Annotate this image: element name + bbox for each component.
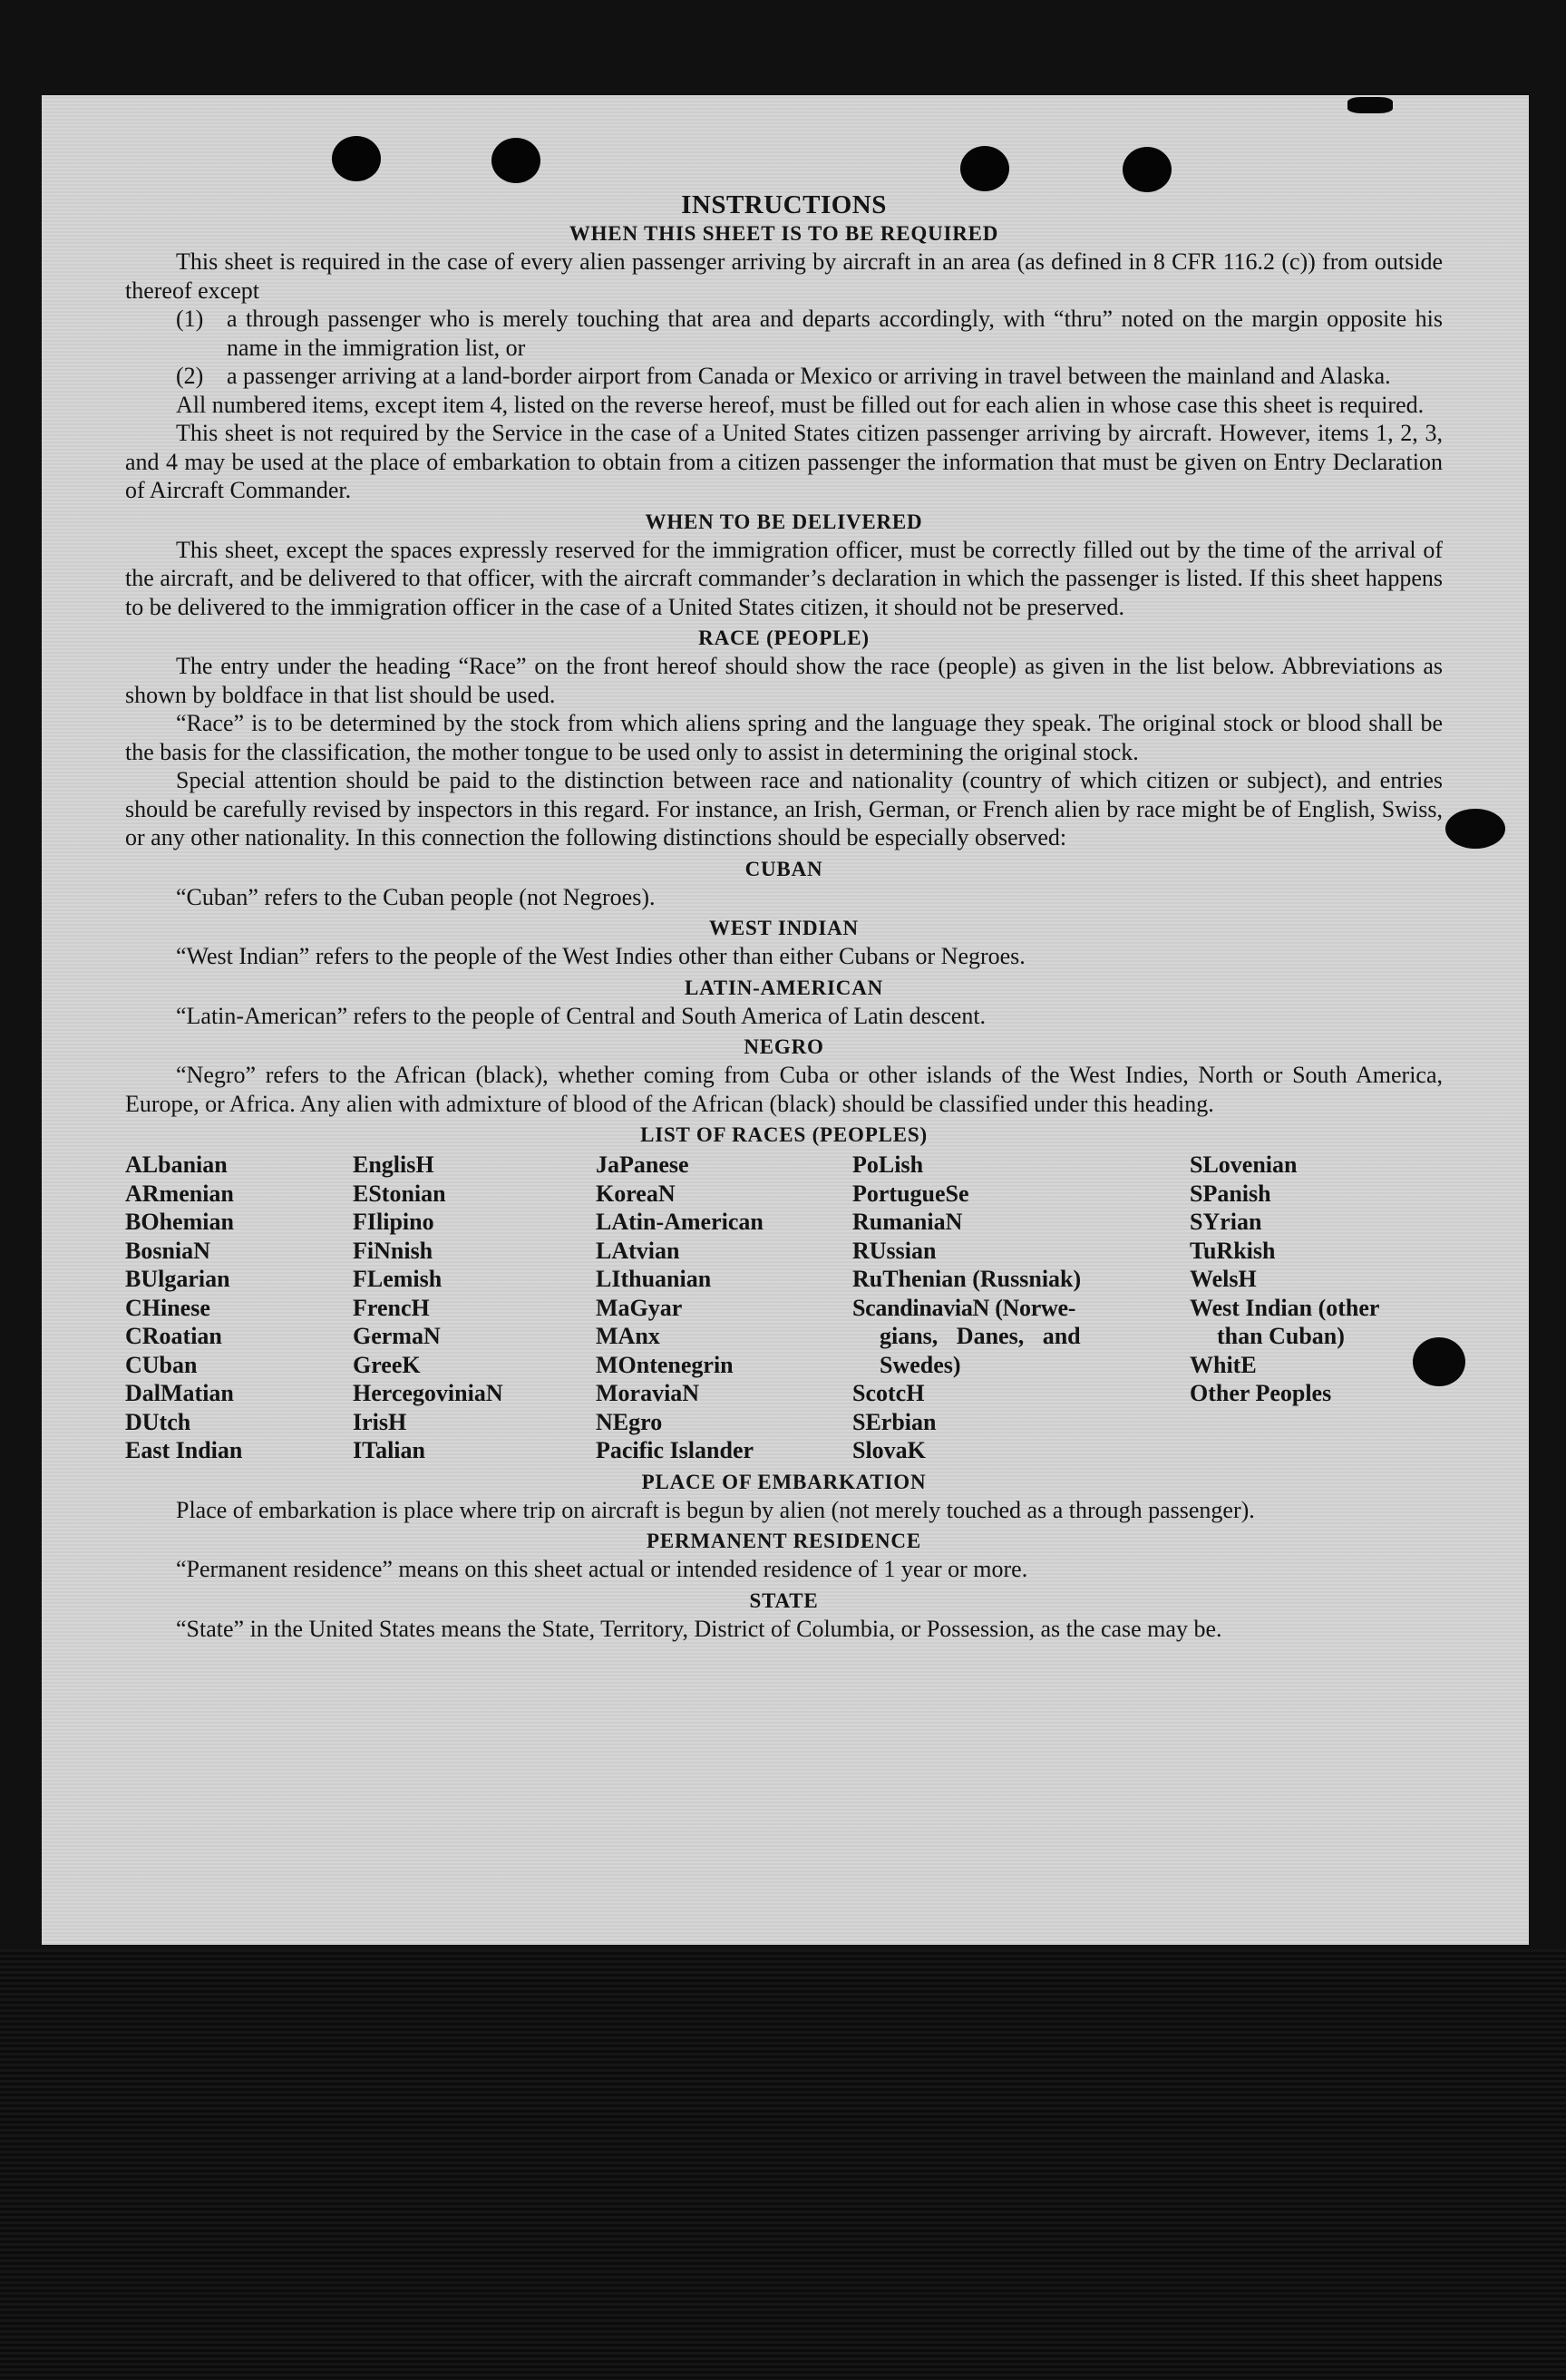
race-entry: MaGyar (596, 1294, 683, 1321)
ink-blot (1445, 809, 1505, 849)
race-entry-continued: than Cuban) (1217, 1323, 1345, 1349)
paragraph-race-nationality: Special attention should be paid to the distinction between race and nationality (country of which citizen or subject), and entries should be carefully revised by inspectors in this regard. For instance, an Irish, German, or French alien by race might be of English, Swiss, or any other nationality. In this connection the following distinctions should be especially observed: (125, 767, 1443, 850)
race-entry: ARmenian (125, 1180, 234, 1207)
race-entry: IrisH (353, 1408, 407, 1435)
paragraph-west-indian: “West Indian” refers to the people of the West Indies other than either Cubans or Negroes. (176, 943, 1026, 969)
race-entry: BosniaN (125, 1237, 210, 1264)
race-column-2 (353, 1151, 596, 1465)
race-entry: CRoatian (125, 1323, 222, 1349)
instruction-sheet (42, 95, 1529, 1945)
item-text: a through passenger who is merely touching that area and departs accordingly, with “thru” noted on the margin opposite his name in the immigration list, or (227, 306, 1443, 361)
race-entry: Pacific Islander (596, 1437, 754, 1463)
race-entry-continued: Swedes) (880, 1351, 961, 1378)
race-entry: LAtin-American (596, 1209, 764, 1235)
punch-hole (960, 146, 1009, 191)
race-entry: TuRkish (1190, 1237, 1276, 1264)
section-heading-race: RACE (PEOPLE) (698, 627, 870, 649)
race-column-5 (1190, 1151, 1443, 1465)
paragraph-required-intro: This sheet is required in the case of every alien passenger arriving by aircraft in an area (as defined in 8 CFR 116.2 (c)) from outside thereof except (125, 248, 1443, 304)
paragraph-cuban: “Cuban” refers to the Cuban people (not Negroes). (176, 883, 656, 910)
race-entry: ITalian (353, 1437, 425, 1463)
race-entry: CUban (125, 1351, 198, 1378)
race-entry: BOhemian (125, 1209, 234, 1235)
race-entry: EnglisH (353, 1151, 434, 1178)
race-entry: ScandinaviaN (Norwe- (852, 1294, 1076, 1321)
race-entry: LAtvian (596, 1237, 680, 1264)
race-entry: PoLish (852, 1151, 924, 1178)
paragraph-race-stock: “Race” is to be determined by the stock from which aliens spring and the language they speak. The original stock or blood shall be the basis for the classification, the mother tongue to be used only to assist in determining the original stock. (125, 710, 1443, 765)
race-entry: SYrian (1190, 1209, 1262, 1235)
race-entry: MoraviaN (596, 1380, 700, 1406)
race-entry: SPanish (1190, 1180, 1271, 1207)
ink-blot (1347, 97, 1393, 113)
exception-item-2 (176, 362, 1443, 391)
race-entry: SlovaK (852, 1437, 926, 1463)
race-entry: MOntenegrin (596, 1351, 734, 1378)
race-entry: WhitE (1190, 1351, 1257, 1378)
race-column-1 (125, 1151, 353, 1465)
race-column-3 (596, 1151, 852, 1465)
race-entry: East Indian (125, 1437, 243, 1463)
section-heading-embarkation: PLACE OF EMBARKATION (641, 1470, 927, 1493)
ink-blot (1413, 1337, 1465, 1386)
race-entry: RumaniaN (852, 1209, 963, 1235)
exception-item-1 (176, 305, 1443, 362)
race-entry: NEgro (596, 1408, 663, 1435)
item-number: (1) (176, 306, 204, 332)
paragraph-state: “State” in the United States means the State, Territory, District of Columbia, or Possession, as the case may be. (176, 1615, 1222, 1642)
section-heading-delivered: WHEN TO BE DELIVERED (645, 510, 923, 533)
race-entry: Other Peoples (1190, 1380, 1332, 1406)
race-entry: SLovenian (1190, 1151, 1298, 1178)
paragraph-delivered: This sheet, except the spaces expressly reserved for the immigration officer, must be correctly filled out by the time of the arrival of the aircraft, and be delivered to that officer, with the aircraft commander’s declaration in which the passenger is listed. If this sheet happens to be delivered to the immigration officer in the case of a United States citizen, it should not be preserved. (125, 536, 1443, 620)
paragraph-race-entry: The entry under the heading “Race” on the front hereof should show the race (people) as given in the list below. Abbreviations as shown by boldface in that list should be used. (125, 653, 1443, 708)
race-entry: EStonian (353, 1180, 446, 1207)
race-entry: FiNnish (353, 1237, 433, 1264)
paragraph-embarkation: Place of embarkation is place where trip on aircraft is begun by alien (not merely touched as a through passenger). (176, 1496, 1255, 1523)
paragraph-numbered-items: All numbered items, except item 4, listed on the reverse hereof, must be filled out for each alien in whose case this sheet is required. (176, 391, 1425, 418)
page-title: INSTRUCTIONS (681, 190, 887, 219)
race-entry: JaPanese (596, 1151, 689, 1178)
race-entry: DalMatian (125, 1380, 234, 1406)
race-entry-continued: gians, Danes, and (880, 1323, 1081, 1349)
race-entry: HercegoviniaN (353, 1380, 503, 1406)
punch-hole (491, 138, 540, 183)
section-heading-permanent-residence: PERMANENT RESIDENCE (647, 1530, 921, 1552)
race-column-4 (852, 1151, 1190, 1465)
race-entry: BUlgarian (125, 1266, 230, 1292)
race-entry: CHinese (125, 1294, 210, 1321)
section-heading-list-of-races: LIST OF RACES (PEOPLES) (640, 1123, 928, 1146)
scan-background (0, 1949, 1566, 2380)
race-entry: RUssian (852, 1237, 937, 1264)
punch-hole (1123, 147, 1172, 192)
race-entry: MAnx (596, 1323, 660, 1349)
section-heading-state: STATE (749, 1588, 819, 1612)
race-entry: GreeK (353, 1351, 421, 1378)
race-entry: FLemish (353, 1266, 443, 1292)
item-text: a passenger arriving at a land-border airport from Canada or Mexico or arriving in travel between the mainland and Alaska. (227, 363, 1391, 389)
paragraph-permanent-residence: “Permanent residence” means on this sheet actual or intended residence of 1 year or more. (176, 1556, 1028, 1582)
race-entry: KoreaN (596, 1180, 676, 1207)
race-list (125, 1151, 1443, 1465)
section-heading-west-indian: WEST INDIAN (709, 917, 859, 939)
section-heading-latin-american: LATIN-AMERICAN (684, 976, 884, 999)
section-heading-cuban: CUBAN (744, 857, 823, 880)
section-heading-negro: NEGRO (744, 1035, 824, 1058)
race-entry: PortugueSe (852, 1180, 969, 1207)
punch-hole (332, 136, 381, 181)
race-entry: West Indian (other (1190, 1294, 1380, 1321)
item-number: (2) (176, 363, 204, 389)
race-entry: FrencH (353, 1294, 430, 1321)
race-entry: ScotcH (852, 1380, 925, 1406)
race-entry: FIlipino (353, 1209, 434, 1235)
paragraph-citizen-passenger: This sheet is not required by the Service in the case of a United States citizen passenger arriving by aircraft. However, items 1, 2, 3, and 4 may be used at the place of embarkation to obtain from a citizen passenger the information that must be given on Entry Declaration of Aircraft Commander. (125, 420, 1443, 503)
race-entry: ALbanian (125, 1151, 228, 1178)
race-entry: SErbian (852, 1408, 937, 1435)
paragraph-latin-american: “Latin-American” refers to the people of Central and South America of Latin descent. (176, 1002, 987, 1029)
race-entry: LIthuanian (596, 1266, 712, 1292)
paragraph-negro: “Negro” refers to the African (black), whether coming from Cuba or other islands of the West Indies, North or South America, Europe, or Africa. Any alien with admixture of blood of the African (black) should be classified under this heading. (125, 1062, 1443, 1117)
race-entry: GermaN (353, 1323, 441, 1349)
race-entry: RuThenian (Russniak) (852, 1266, 1082, 1292)
race-entry: DUtch (125, 1408, 191, 1435)
section-heading-required: WHEN THIS SHEET IS TO BE REQUIRED (569, 222, 999, 245)
race-entry: WelsH (1190, 1266, 1257, 1292)
